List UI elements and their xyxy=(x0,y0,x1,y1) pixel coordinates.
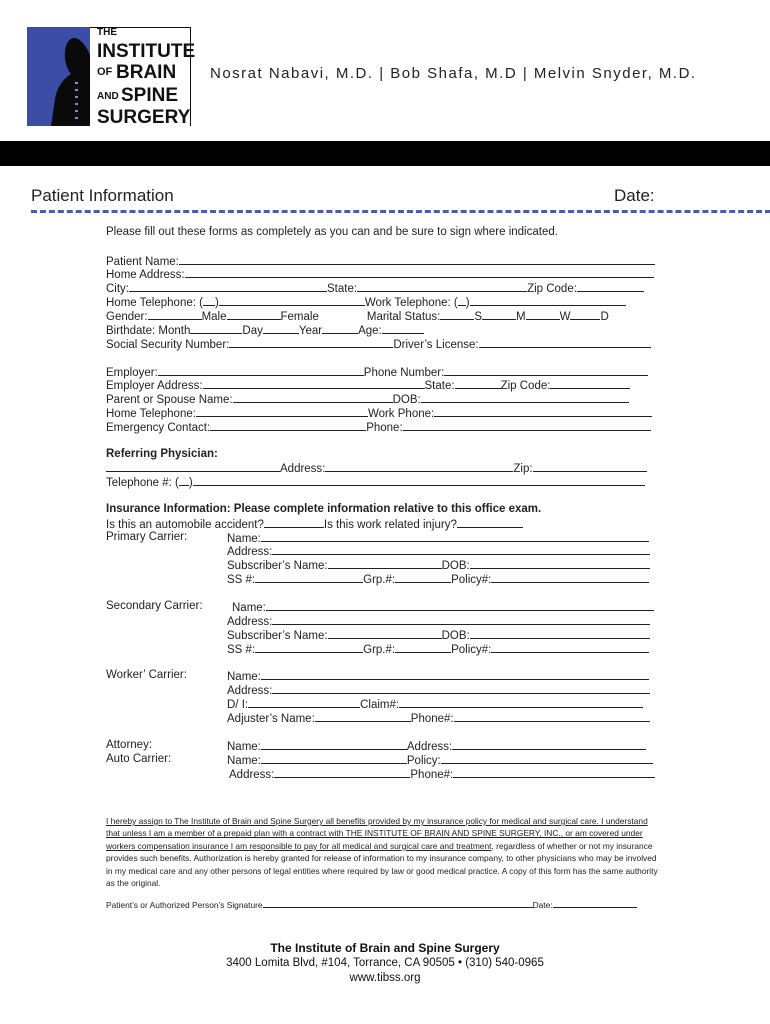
ssn-label: Social Security Number: xyxy=(106,339,230,351)
worker-di-field[interactable] xyxy=(248,697,360,708)
referring-zip-field[interactable] xyxy=(533,461,647,472)
worker-address-label: Address: xyxy=(227,685,273,697)
worker-address-field[interactable] xyxy=(272,683,650,694)
signature-label: Patient’s or Authorized Person’s Signature xyxy=(106,900,263,910)
referring-name-field[interactable] xyxy=(106,461,280,472)
logo-silhouette xyxy=(27,27,90,126)
drivers-license-label: Driver’s License: xyxy=(393,339,479,351)
home-address-field[interactable] xyxy=(185,267,654,278)
logo-word-institute: INSTITUTE xyxy=(97,41,196,62)
secondary-grp-label: Grp.#: xyxy=(363,644,396,656)
signature-date-label: Date: xyxy=(532,900,553,910)
primary-dob-field[interactable] xyxy=(470,558,650,569)
referring-heading: Referring Physician: xyxy=(106,448,218,460)
auto-address-label: Address: xyxy=(229,769,275,781)
age-label: Age: xyxy=(358,325,382,337)
insurance-heading: Insurance Information: Please complete information relative to this office exam. xyxy=(106,503,542,515)
doctors-names: Nosrat Nabavi, M.D. | Bob Shafa, M.D | Melvin Snyder, M.D. xyxy=(210,65,697,82)
referring-zip-label: Zip: xyxy=(513,463,533,475)
employer-label: Employer: xyxy=(106,367,158,379)
auto-phone-label: Phone#: xyxy=(410,769,454,781)
parent-spouse-field[interactable] xyxy=(233,392,393,403)
employer-field[interactable] xyxy=(158,365,364,376)
day-label: Day xyxy=(242,325,263,337)
footer-website: www.tibss.org xyxy=(349,972,421,984)
emergency-contact-label: Emergency Contact: xyxy=(106,422,211,434)
gender-label: Gender: xyxy=(106,311,148,323)
secondary-ss-row xyxy=(227,642,649,658)
legal-rest-text: , regardless of whether or not my insurance provides such benefits. Authorization is hereby granted for release of information to my insurance company, to other physicians who may be involved in my medical care and any other persons of legal entities where required by law or good medical practice. A copy of this form has the same authority as the original. xyxy=(106,840,658,889)
ms-m-field[interactable] xyxy=(482,309,516,320)
section-title: Patient Information xyxy=(31,186,174,205)
year-label: Year xyxy=(298,325,323,337)
female-label: Female xyxy=(280,311,319,323)
drivers-license-field[interactable] xyxy=(479,337,651,348)
dob-label: DOB: xyxy=(392,394,421,406)
ms-m-label: M xyxy=(516,311,526,323)
secondary-dob-label: DOB: xyxy=(441,630,470,642)
dob-field[interactable] xyxy=(421,392,629,403)
emergency-phone-field[interactable] xyxy=(403,420,651,431)
primary-subscriber-label: Subscriber’s Name: xyxy=(227,560,328,572)
home-telephone-label: Home Telephone: ( xyxy=(106,297,203,309)
referring-telephone-row xyxy=(106,475,645,491)
referring-address-field[interactable] xyxy=(325,461,513,472)
patient-name-field[interactable] xyxy=(179,254,655,265)
dashed-divider xyxy=(31,210,770,213)
primary-grp-field[interactable] xyxy=(395,572,451,583)
work-related-field[interactable] xyxy=(457,517,523,528)
worker-di-label: D/ I: xyxy=(227,699,249,711)
marital-status-label: Marital Status: xyxy=(366,311,441,323)
home-telephone2-field[interactable] xyxy=(196,406,368,417)
worker-name-label: Name: xyxy=(227,671,261,683)
attorney-name-label: Name: xyxy=(227,741,261,753)
employer-address-label: Employer Address: xyxy=(106,380,203,392)
primary-name-field[interactable] xyxy=(261,531,649,542)
logo-word-and: AND xyxy=(97,91,119,102)
worker-adjuster-row xyxy=(227,711,650,727)
legal-assignment xyxy=(106,815,662,889)
age-field[interactable] xyxy=(382,323,424,334)
female-field[interactable] xyxy=(227,309,281,320)
worker-claim-field[interactable] xyxy=(399,697,643,708)
primary-ss-field[interactable] xyxy=(255,572,363,583)
primary-address-field[interactable] xyxy=(272,544,650,555)
zip-code-label: Zip Code: xyxy=(527,283,577,295)
auto-accident-field[interactable] xyxy=(264,517,324,528)
primary-subscriber-field[interactable] xyxy=(328,558,442,569)
home-address-label: Home Address: xyxy=(106,269,185,281)
ms-s-field[interactable] xyxy=(440,309,474,320)
emergency-phone-label: Phone: xyxy=(366,422,403,434)
worker-claim-label: Claim#: xyxy=(360,699,400,711)
ms-w-field[interactable] xyxy=(526,309,560,320)
ssn-row xyxy=(106,337,651,353)
footer-address: 3400 Lomita Blvd, #104, Torrance, CA 90505 • (310) 540-0965 xyxy=(226,957,544,969)
ssn-field[interactable] xyxy=(229,337,393,348)
worker-adjuster-field[interactable] xyxy=(315,711,411,722)
secondary-dob-field[interactable] xyxy=(470,628,650,639)
primary-policy-field[interactable] xyxy=(491,572,649,583)
signature-row xyxy=(106,900,637,910)
patient-name-label: Patient Name: xyxy=(106,256,179,268)
secondary-policy-label: Policy#: xyxy=(451,644,492,656)
primary-dob-label: DOB: xyxy=(441,560,470,572)
paren-close: ) xyxy=(465,297,470,309)
attorney-address-label: Address: xyxy=(406,741,453,753)
secondary-address-label: Address: xyxy=(227,616,273,628)
referring-telephone-field[interactable] xyxy=(193,475,645,486)
instructions: Please fill out these forms as completely as you can and be sure to sign where indicated. xyxy=(106,226,558,238)
worker-phone-field[interactable] xyxy=(454,711,650,722)
birth-day-field[interactable] xyxy=(263,323,299,334)
home-telephone-field[interactable] xyxy=(219,295,365,306)
secondary-name-label: Name: xyxy=(232,602,266,614)
worker-carrier-label: Worker’ Carrier: xyxy=(106,669,187,681)
attorney-name-field[interactable] xyxy=(261,739,407,750)
birth-year-field[interactable] xyxy=(322,323,358,334)
emergency-contact-field[interactable] xyxy=(210,420,366,431)
auto-name-field[interactable] xyxy=(261,753,407,764)
logo-word-brain: BRAIN xyxy=(116,62,177,83)
secondary-subscriber-label: Subscriber’s Name: xyxy=(227,630,328,642)
male-field[interactable] xyxy=(148,309,202,320)
employer-state-field[interactable] xyxy=(455,378,501,389)
work-telephone-field[interactable] xyxy=(470,295,626,306)
employer-zip-label: Zip Code: xyxy=(500,380,551,392)
attorney-address-field[interactable] xyxy=(452,739,646,750)
auto-policy-field[interactable] xyxy=(441,753,653,764)
secondary-ss-label: SS #: xyxy=(227,644,256,656)
state-label: State: xyxy=(327,283,358,295)
city-field[interactable] xyxy=(129,281,327,292)
header-bar xyxy=(0,141,770,166)
secondary-name-field[interactable] xyxy=(266,600,654,611)
referring-address-label: Address: xyxy=(280,463,326,475)
paren-close: ) xyxy=(188,477,193,489)
referring-telephone-label: Telephone #: ( xyxy=(106,477,179,489)
primary-grp-label: Grp.#: xyxy=(363,574,396,586)
city-label: City: xyxy=(106,283,129,295)
work-telephone-label: Work Telephone: ( xyxy=(364,297,458,309)
head-silhouette-icon xyxy=(27,27,90,126)
attorney-label: Attorney: xyxy=(106,739,153,751)
logo-word-spine: SPINE xyxy=(121,85,179,106)
primary-policy-label: Policy#: xyxy=(451,574,492,586)
worker-adjuster-label: Adjuster’s Name: xyxy=(227,713,315,725)
secondary-address-field[interactable] xyxy=(272,614,650,625)
parent-spouse-label: Parent or Spouse Name: xyxy=(106,394,233,406)
auto-phone-field[interactable] xyxy=(453,767,655,778)
secondary-grp-field[interactable] xyxy=(395,642,451,653)
paren-close: ) xyxy=(214,297,219,309)
work-phone-field[interactable] xyxy=(434,406,652,417)
secondary-ss-field[interactable] xyxy=(255,642,363,653)
employer-address-field[interactable] xyxy=(203,378,425,389)
date-label: Date: xyxy=(614,186,655,205)
ms-w-label: W xyxy=(559,311,571,323)
legal-underlined-text: I hereby assign to The Institute of Brain and Spine Surgery all benefits provided by my insurance policy for medical and surgical care. I understand that unless I am a member of a prepaid plan with a contract with THE INSTITUTE OF BRAIN AND SPINE SURGERY, INC., or am covered under workers compensation insurance I am responsible to pay for all medical and surgical care and treatment xyxy=(106,816,648,851)
secondary-subscriber-field[interactable] xyxy=(328,628,442,639)
male-label: Male xyxy=(201,311,227,323)
phone-number-field[interactable] xyxy=(444,365,648,376)
state-field[interactable] xyxy=(357,281,527,292)
employer-zip-field[interactable] xyxy=(550,378,630,389)
referring-area-field[interactable] xyxy=(179,475,189,486)
signature-date-field[interactable] xyxy=(553,900,637,908)
primary-ss-row xyxy=(227,572,649,588)
birthdate-month-label: Birthdate: Month xyxy=(106,325,191,337)
home-telephone-area-field[interactable] xyxy=(203,295,215,306)
primary-ss-label: SS #: xyxy=(227,574,256,586)
worker-name-field[interactable] xyxy=(261,669,649,680)
emergency-contact-row xyxy=(106,420,651,436)
ms-d-field[interactable] xyxy=(570,309,600,320)
employer-state-label: State: xyxy=(424,380,455,392)
worker-phone-label: Phone#: xyxy=(410,713,454,725)
primary-carrier-label: Primary Carrier: xyxy=(106,531,188,543)
auto-address-row xyxy=(229,767,655,783)
secondary-policy-field[interactable] xyxy=(491,642,649,653)
birth-month-field[interactable] xyxy=(190,323,242,334)
logo-word-of: OF xyxy=(97,66,113,78)
work-telephone-area-field[interactable] xyxy=(458,295,466,306)
signature-field[interactable] xyxy=(263,900,533,908)
primary-name-label: Name: xyxy=(227,533,261,545)
zip-code-field[interactable] xyxy=(577,281,644,292)
auto-accident-label: Is this an automobile accident? xyxy=(106,519,264,531)
ms-s-label: S xyxy=(474,311,483,323)
logo-word-surgery: SURGERY xyxy=(97,107,191,128)
auto-carrier-label: Auto Carrier: xyxy=(106,753,172,765)
phone-number-label: Phone Number: xyxy=(363,367,445,379)
logo-word-the: THE xyxy=(97,27,117,38)
primary-address-label: Address: xyxy=(227,546,273,558)
auto-address-field[interactable] xyxy=(274,767,410,778)
auto-policy-label: Policy: xyxy=(406,755,441,767)
home-telephone2-label: Home Telephone: xyxy=(106,408,196,420)
ms-d-label: D xyxy=(600,311,609,323)
footer-org: The Institute of Brain and Spine Surgery xyxy=(270,941,500,955)
auto-name-label: Name: xyxy=(227,755,261,767)
secondary-carrier-label: Secondary Carrier: xyxy=(106,600,203,612)
work-related-label: Is this work related injury? xyxy=(323,519,457,531)
work-phone-label: Work Phone: xyxy=(367,408,435,420)
